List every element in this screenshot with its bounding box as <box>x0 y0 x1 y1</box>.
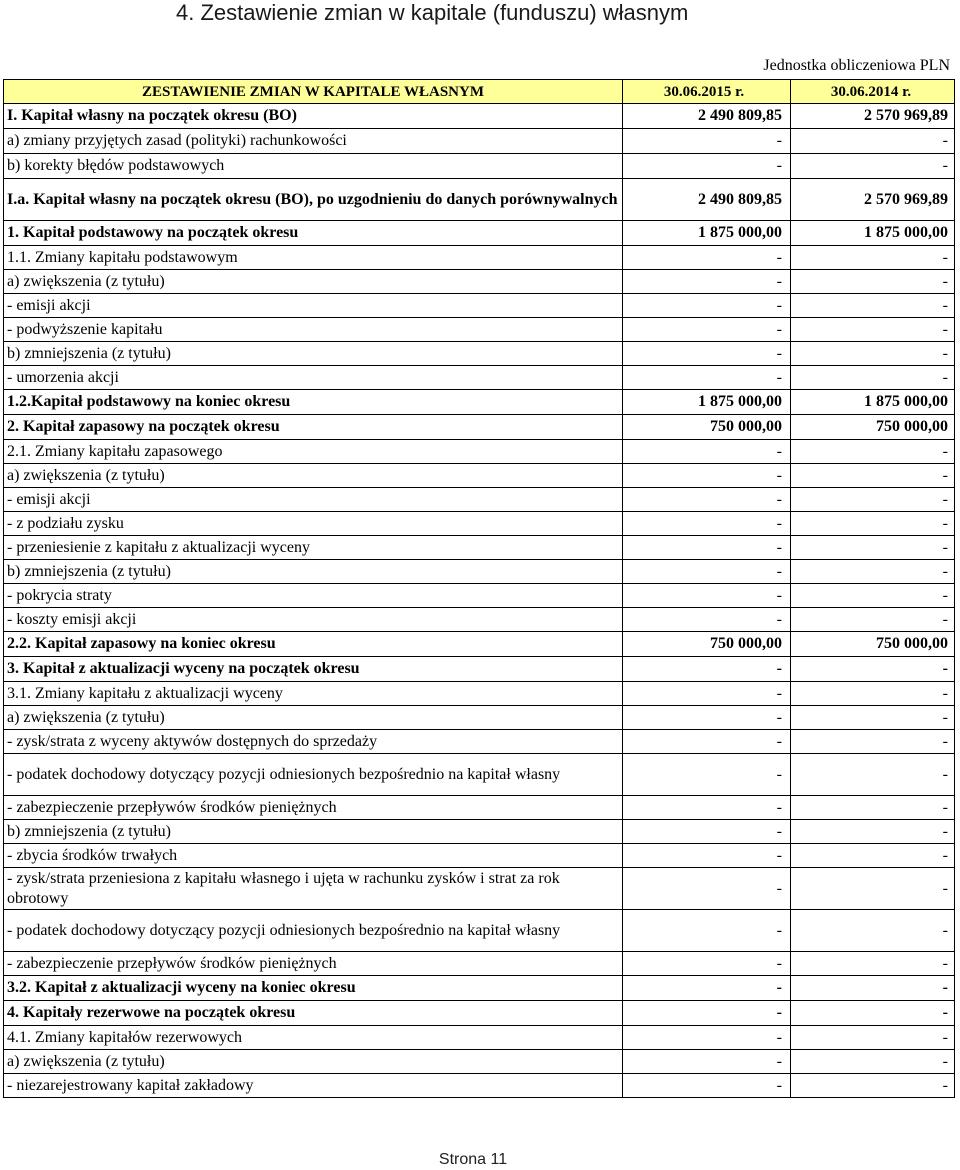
value-2014: - <box>791 584 955 608</box>
row-label: - podatek dochodowy dotyczący pozycji odniesionych bezpośrednio na kapitał własny <box>4 910 623 952</box>
table-row <box>4 868 955 910</box>
row-label: - niezarejestrowany kapitał zakładowy <box>4 1074 623 1098</box>
value-2015: - <box>623 366 791 390</box>
table-row <box>4 294 955 318</box>
table-row <box>4 366 955 390</box>
value-2014: - <box>791 129 955 154</box>
value-2015: - <box>623 560 791 584</box>
table-row <box>4 1026 955 1050</box>
row-label: 4.1. Zmiany kapitałów rezerwowych <box>4 1026 623 1050</box>
value-2014: - <box>791 488 955 512</box>
row-label: 1.1. Zmiany kapitału podstawowym <box>4 246 623 270</box>
row-label: 1. Kapitał podstawowy na początek okresu <box>4 221 623 246</box>
row-label: b) korekty błędów podstawowych <box>4 154 623 179</box>
table-row <box>4 608 955 632</box>
value-2014: - <box>791 844 955 868</box>
value-2014: 1 875 000,00 <box>791 390 955 415</box>
value-2014: - <box>791 1001 955 1026</box>
value-2014: - <box>791 154 955 179</box>
value-2015: 1 875 000,00 <box>623 221 791 246</box>
value-2015: - <box>623 1001 791 1026</box>
table-row <box>4 730 955 754</box>
value-2014: - <box>791 1026 955 1050</box>
value-2015: - <box>623 1026 791 1050</box>
table-row <box>4 706 955 730</box>
value-2015: - <box>623 584 791 608</box>
value-2014: 2 570 969,89 <box>791 104 955 129</box>
row-label: - emisji akcji <box>4 294 623 318</box>
value-2015: 2 490 809,85 <box>623 179 791 221</box>
value-2015: - <box>623 976 791 1001</box>
value-2014: 750 000,00 <box>791 415 955 440</box>
table-row <box>4 1050 955 1074</box>
value-2015: - <box>623 440 791 464</box>
table-row <box>4 976 955 1001</box>
table-row <box>4 179 955 221</box>
row-label: - zabezpieczenie przepływów środków pieniężnych <box>4 952 623 976</box>
table-row <box>4 910 955 952</box>
value-2015: - <box>623 512 791 536</box>
value-2015: 2 490 809,85 <box>623 104 791 129</box>
header-label: ZESTAWIENIE ZMIAN W KAPITALE WŁASNYM <box>4 80 623 104</box>
value-2015: - <box>623 682 791 706</box>
value-2014: - <box>791 536 955 560</box>
table-row <box>4 270 955 294</box>
table-row <box>4 246 955 270</box>
table-row <box>4 560 955 584</box>
value-2014: - <box>791 1074 955 1098</box>
row-label: - przeniesienie z kapitału z aktualizacji wyceny <box>4 536 623 560</box>
value-2014: 750 000,00 <box>791 632 955 657</box>
value-2014: - <box>791 910 955 952</box>
table-row <box>4 104 955 129</box>
row-label: a) zwiększenia (z tytułu) <box>4 270 623 294</box>
value-2014: - <box>791 366 955 390</box>
value-2015: - <box>623 464 791 488</box>
table-row <box>4 584 955 608</box>
value-2014: - <box>791 318 955 342</box>
row-label: 3. Kapitał z aktualizacji wyceny na początek okresu <box>4 657 623 682</box>
value-2015: - <box>623 1074 791 1098</box>
table-row <box>4 488 955 512</box>
value-2014: - <box>791 706 955 730</box>
page-number: Strona 11 <box>438 1151 508 1168</box>
value-2015: - <box>623 270 791 294</box>
row-label: - umorzenia akcji <box>4 366 623 390</box>
table-row <box>4 657 955 682</box>
value-2014: - <box>791 246 955 270</box>
value-2015: - <box>623 657 791 682</box>
value-2014: - <box>791 464 955 488</box>
row-label: I. Kapitał własny na początek okresu (BO) <box>4 104 623 129</box>
table-row <box>4 536 955 560</box>
value-2014: - <box>791 608 955 632</box>
value-2014: - <box>791 754 955 796</box>
table-row <box>4 1074 955 1098</box>
row-label: - zabezpieczenie przepływów środków pieniężnych <box>4 796 623 820</box>
value-2015: - <box>623 294 791 318</box>
row-label: a) zmiany przyjętych zasad (polityki) rachunkowości <box>4 129 623 154</box>
table-row <box>4 221 955 246</box>
value-2014: - <box>791 657 955 682</box>
table-row <box>4 464 955 488</box>
value-2014: - <box>791 560 955 584</box>
table-row <box>4 512 955 536</box>
value-2014: 2 570 969,89 <box>791 179 955 221</box>
unit-note: Jednostka obliczeniowa PLN <box>763 57 950 74</box>
row-label: b) zmniejszenia (z tytułu) <box>4 342 623 366</box>
value-2014: - <box>791 796 955 820</box>
row-label: - zbycia środków trwałych <box>4 844 623 868</box>
header-col-2014: 30.06.2014 r. <box>791 80 955 104</box>
value-2014: - <box>791 294 955 318</box>
value-2015: 750 000,00 <box>623 415 791 440</box>
value-2015: - <box>623 536 791 560</box>
row-label: a) zwiększenia (z tytułu) <box>4 706 623 730</box>
table-row <box>4 682 955 706</box>
value-2015: - <box>623 488 791 512</box>
table-row <box>4 390 955 415</box>
table-row <box>4 342 955 366</box>
value-2015: 1 875 000,00 <box>623 390 791 415</box>
value-2014: - <box>791 682 955 706</box>
value-2015: - <box>623 706 791 730</box>
value-2015: - <box>623 154 791 179</box>
row-label: - koszty emisji akcji <box>4 608 623 632</box>
value-2014: - <box>791 730 955 754</box>
value-2015: - <box>623 844 791 868</box>
row-label: - zysk/strata przeniesiona z kapitału własnego i ujęta w rachunku zysków i strat za rok obrotowy <box>4 868 623 910</box>
row-label: 2.2. Kapitał zapasowy na koniec okresu <box>4 632 623 657</box>
value-2014: - <box>791 1050 955 1074</box>
row-label: 3.1. Zmiany kapitału z aktualizacji wyceny <box>4 682 623 706</box>
row-label: I.a. Kapitał własny na początek okresu (BO), po uzgodnieniu do danych porównywalnych <box>4 179 623 221</box>
row-label: - podwyższenie kapitału <box>4 318 623 342</box>
table-row <box>4 820 955 844</box>
value-2015: - <box>623 1050 791 1074</box>
table-row <box>4 129 955 154</box>
table-row <box>4 796 955 820</box>
row-label: b) zmniejszenia (z tytułu) <box>4 560 623 584</box>
row-label: 3.2. Kapitał z aktualizacji wyceny na koniec okresu <box>4 976 623 1001</box>
table-row <box>4 154 955 179</box>
value-2015: - <box>623 754 791 796</box>
row-label: - emisji akcji <box>4 488 623 512</box>
header-col-2015: 30.06.2015 r. <box>623 80 791 104</box>
row-label: a) zwiększenia (z tytułu) <box>4 464 623 488</box>
table-row <box>4 1001 955 1026</box>
value-2015: - <box>623 342 791 366</box>
row-label: 1.2.Kapitał podstawowy na koniec okresu <box>4 390 623 415</box>
value-2014: 1 875 000,00 <box>791 221 955 246</box>
value-2014: - <box>791 270 955 294</box>
value-2014: - <box>791 952 955 976</box>
page-title: 4. Zestawienie zmian w kapitale (funduszu) własnym <box>176 0 689 25</box>
value-2014: - <box>791 342 955 366</box>
value-2015: - <box>623 796 791 820</box>
table-row <box>4 415 955 440</box>
row-label: b) zmniejszenia (z tytułu) <box>4 820 623 844</box>
table-row <box>4 952 955 976</box>
value-2014: - <box>791 868 955 910</box>
row-label: - z podziału zysku <box>4 512 623 536</box>
row-label: a) zwiększenia (z tytułu) <box>4 1050 623 1074</box>
value-2014: - <box>791 440 955 464</box>
table-row <box>4 440 955 464</box>
value-2014: - <box>791 820 955 844</box>
row-label: - podatek dochodowy dotyczący pozycji odniesionych bezpośrednio na kapitał własny <box>4 754 623 796</box>
value-2015: - <box>623 730 791 754</box>
value-2015: - <box>623 868 791 910</box>
table-row <box>4 844 955 868</box>
value-2015: - <box>623 318 791 342</box>
value-2015: 750 000,00 <box>623 632 791 657</box>
value-2015: - <box>623 910 791 952</box>
row-label: - zysk/strata z wyceny aktywów dostępnych do sprzedaży <box>4 730 623 754</box>
table-row <box>4 754 955 796</box>
table-row <box>4 632 955 657</box>
value-2014: - <box>791 512 955 536</box>
table-header-row <box>4 80 955 104</box>
value-2015: - <box>623 129 791 154</box>
equity-changes-table <box>3 79 955 1098</box>
value-2015: - <box>623 820 791 844</box>
value-2015: - <box>623 952 791 976</box>
value-2015: - <box>623 246 791 270</box>
row-label: - pokrycia straty <box>4 584 623 608</box>
row-label: 2. Kapitał zapasowy na początek okresu <box>4 415 623 440</box>
row-label: 2.1. Zmiany kapitału zapasowego <box>4 440 623 464</box>
table-row <box>4 318 955 342</box>
value-2015: - <box>623 608 791 632</box>
row-label: 4. Kapitały rezerwowe na początek okresu <box>4 1001 623 1026</box>
value-2014: - <box>791 976 955 1001</box>
